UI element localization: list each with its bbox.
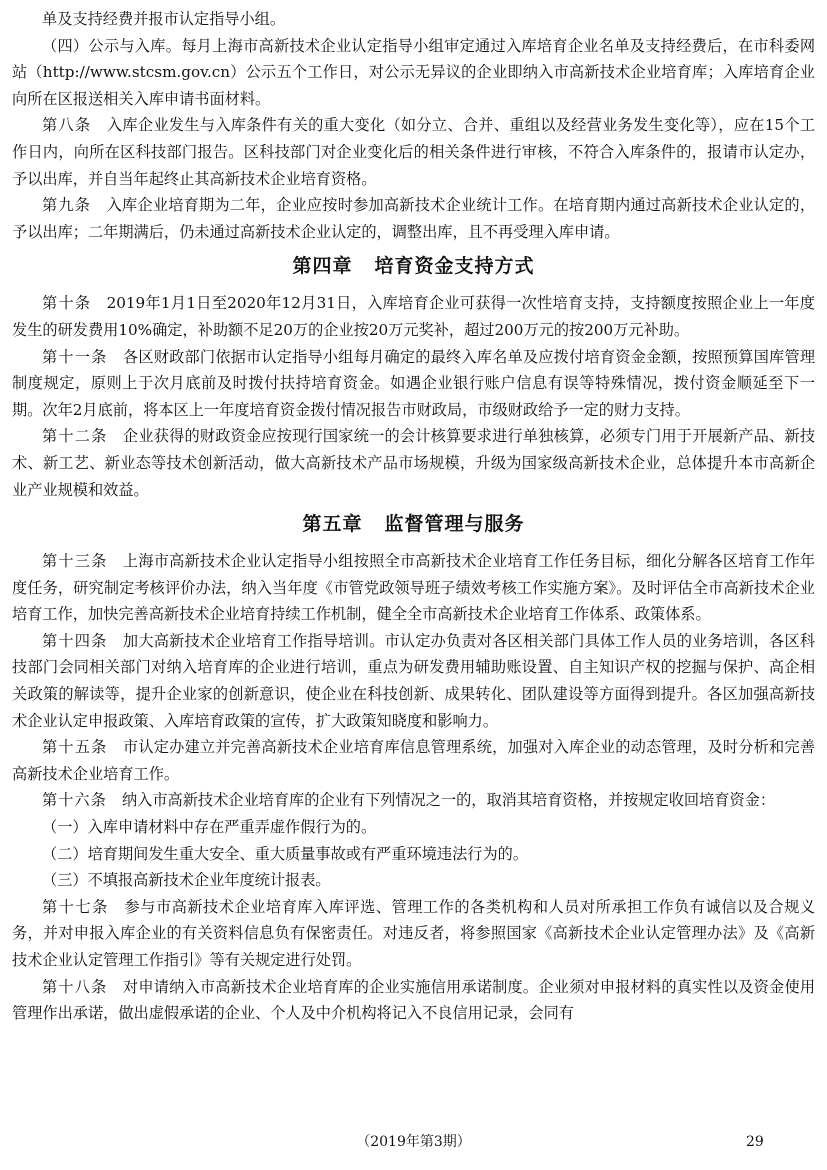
article-label: 第十四条 (42, 631, 108, 650)
article-label: 第八条 (42, 116, 92, 135)
paragraph-text: 入库企业发生与入库条件有关的重大变化（如分立、合并、重组以及经营业务发生变化等），应在15个工作日内，向所在区科技部门报告。区科技部门对企业变化后的相关条件进行审核，不符合入库条件的，报请市认定办，予以出库，并自当年起终止其高新技术企业培育资格。 (12, 116, 816, 188)
paragraph (12, 814, 815, 841)
paragraph-text: 各区财政部门依据市认定指导小组每月确定的最终入库名单及应拨付培育资金金额，按照预算国库管理制度规定，原则上于次月底前及时拨付扶持培育资金。如遇企业银行账户信息有误等特殊情况，拨付资金顺延至下一期。次年2月底前，将本区上一年度培育资金拨付情况报告市财政局，市级财政给予一定的财力支持。 (12, 347, 816, 419)
paragraph (12, 867, 815, 894)
paragraph (12, 548, 815, 628)
issue-label: （2019年第3期） (356, 1134, 471, 1150)
article-label: 第十五条 (42, 738, 108, 757)
paragraph-text: （四）公示与入库。每月上海市高新技术企业认定指导小组审定通过入库培育企业名单及支持经费后，在市科委网站（http://www.stcsm.gov.cn）公示五个工作日，对公示无异议的企业即纳入市高新技术企业培育库；入库培育企业向所在区报送相关入库申请书面材料。 (12, 36, 815, 108)
paragraph-text: 上海市高新技术企业认定指导小组按照全市高新技术企业培育工作任务目标，细化分解各区培育工作年度任务，研究制定考核评价办法，纳入当年度《市管党政领导班子绩效考核工作实施方案》。及时评估全市高新技术企业培育工作，加快完善高新技术企业培育持续工作机制，健全全市高新技术企业培育工作体系、政策体系。 (12, 552, 816, 624)
chapter-number: 第五章 (302, 513, 363, 536)
chapter-heading-4 (12, 255, 815, 277)
paragraph (12, 33, 815, 113)
paragraph (12, 841, 815, 868)
paragraph (12, 192, 815, 245)
article-label: 第十一条 (42, 347, 108, 366)
article-label: 第十六条 (42, 791, 107, 810)
page-number: 29 (746, 1134, 764, 1150)
page-footer (0, 1131, 827, 1153)
paragraph-text: 加大高新技术企业培育工作指导培训。市认定办负责对各区相关部门具体工作人员的业务培训，各区科技部门会同相关部门对纳入培育库的企业进行培训，重点为研发费用辅助账设置、自主知识产权的挖掘与保护、高企相关政策的解读等，提升企业家的创新意识，使企业在科技创新、成果转化、团队建设等方面得到提升。各区加强高新技术企业认定申报政策、入库培育政策的宣传，扩大政策知晓度和影响力。 (12, 631, 816, 730)
paragraph (12, 344, 815, 424)
paragraph (12, 974, 815, 1027)
section-paragraphs-a (12, 6, 815, 245)
article-label: 第十八条 (42, 977, 108, 996)
article-label: 第十二条 (42, 427, 108, 446)
paragraph-text: 单及支持经费并报市认定指导小组。 (42, 10, 285, 28)
article-label: 第十三条 (42, 552, 108, 571)
paragraph-text: 企业获得的财政资金应按现行国家统一的会计核算要求进行单独核算，必须专门用于开展新产品、新技术、新工艺、新业态等技术创新活动，做大高新技术产品市场规模，升级为国家级高新技术企业，总体提升本市高新企业产业规模和效益。 (12, 427, 816, 499)
document-body (12, 6, 815, 1027)
paragraph-text: （一）入库申请材料中存在严重弄虚作假行为的。 (42, 818, 377, 837)
paragraph-text: 2019年1月1日至2020年12月31日，入库培育企业可获得一次性培育支持，支持额度按照企业上一年度发生的研发费用10%确定，补助额不足20万的企业按20万元奖补，超过200万元的按200万元补助。 (12, 294, 816, 339)
paragraph (12, 787, 815, 814)
paragraph (12, 423, 815, 503)
paragraph-text: 入库企业培育期为二年，企业应按时参加高新技术企业统计工作。在培育期内通过高新技术企业认定的，予以出库；二年期满后，仍未通过高新技术企业认定的，调整出库，且不再受理入库申请。 (12, 196, 816, 241)
paragraph (12, 894, 815, 974)
paragraph (12, 112, 815, 192)
article-label: 第十七条 (42, 897, 109, 916)
section-paragraphs-b (12, 290, 815, 503)
paragraph (12, 628, 815, 734)
chapter-title: 培育资金支持方式 (374, 255, 535, 278)
paragraph (12, 290, 815, 343)
paragraph-text: 对申请纳入市高新技术企业培育库的企业实施信用承诺制度。企业须对申报材料的真实性以及资金使用管理作出承诺，做出虚假承诺的企业、个人及中介机构将记入不良信用记录，会同有 (12, 977, 816, 1023)
paragraph-text: 参与市高新技术企业培育库入库评选、管理工作的各类机构和人员对所承担工作负有诚信以及合规义务，并对申报入库企业的有关资料信息负有保密责任。对违反者，将参照国家《高新技术企业认定管理办法》及《高新技术企业认定管理工作指引》等有关规定进行处罚。 (12, 897, 816, 969)
paragraph-text: （三）不填报高新技术企业年度统计报表。 (42, 871, 331, 890)
paragraph-text: （二）培育期间发生重大安全、重大质量事故或有严重环境违法行为的。 (42, 844, 528, 863)
chapter-heading-5 (12, 513, 815, 535)
paragraph (12, 6, 815, 33)
paragraph-text: 市认定办建立并完善高新技术企业培育库信息管理系统，加强对入库企业的动态管理，及时分析和完善高新技术企业培育工作。 (12, 738, 816, 783)
chapter-title: 监督管理与服务 (384, 513, 525, 536)
article-label: 第十条 (42, 294, 92, 313)
paragraph-text: 纳入市高新技术企业培育库的企业有下列情况之一的，取消其培育资格，并按规定收回培育资金： (121, 791, 775, 810)
section-paragraphs-c (12, 548, 815, 1027)
article-label: 第九条 (42, 196, 92, 215)
chapter-number: 第四章 (292, 255, 353, 278)
paragraph (12, 734, 815, 787)
